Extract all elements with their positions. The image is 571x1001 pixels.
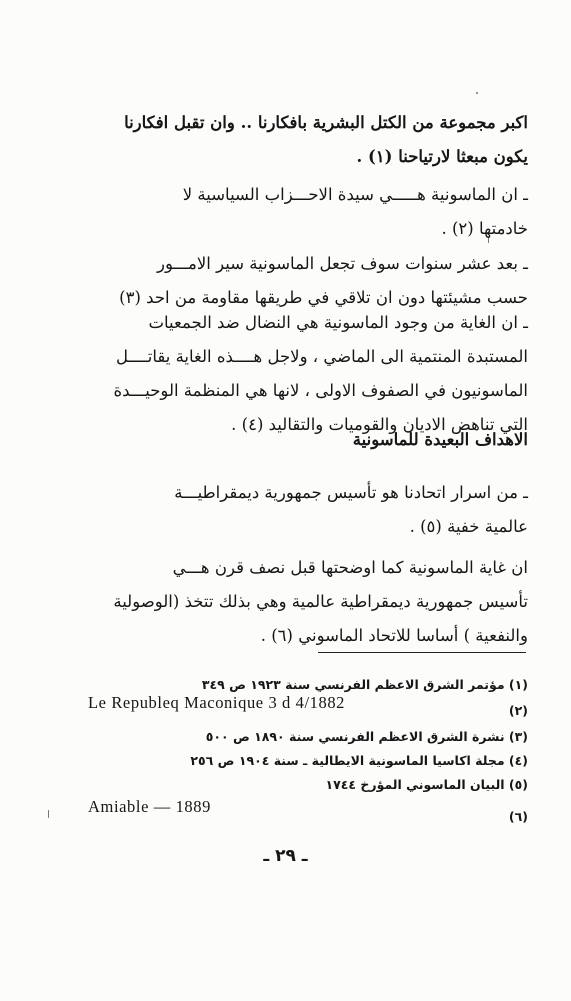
footnote-5 — [88, 776, 528, 794]
footnote-text: نشرة الشرق الاعظم الفرنسي سنة ١٨٩٠ ص ٥٠٠ — [205, 729, 505, 744]
footnote-1 — [88, 676, 528, 694]
footnote-2 — [88, 694, 528, 718]
section-heading: الاهداف البعيدة للماسونية — [352, 430, 528, 449]
paragraph-3 — [88, 247, 528, 315]
footnote-number: (٤) — [508, 753, 528, 768]
footnote-3 — [88, 728, 528, 746]
paragraph-line: حسب مشيئتها دون ان تلاقي في طريقها مقاومة من احد (٣) — [119, 288, 528, 307]
footnote-text: مجلة اكاسيا الماسونية الايطالية ـ سنة ١٩٠٤ ص ٢٥٦ — [190, 753, 505, 768]
scan-speck — [476, 92, 478, 94]
footnote-text: Le Republeq Maconique 3 d 4/1882 — [88, 693, 346, 712]
footnote-6 — [88, 798, 528, 822]
paragraph-4 — [88, 306, 528, 442]
footnote-number: (١) — [508, 677, 528, 692]
footnote-number: (٦) — [508, 809, 528, 824]
footnote-number: (٢) — [508, 703, 528, 718]
paragraph-line: التي تناهض الاديان والقوميات والتقاليد (٤) . — [231, 415, 528, 434]
paragraph-line: ـ ان الغاية من وجود الماسونية هي النضال ضد الجمعيات — [148, 313, 528, 332]
paragraph-line: الماسونيون في الصفوف الاولى ، لانها هي المنظمة الوحيـــدة — [113, 381, 528, 400]
footnote-divider — [318, 652, 526, 653]
paragraph-line: ـ بعد عشر سنوات سوف تجعل الماسونية سير الامـــور — [157, 254, 528, 273]
paragraph-line: عالمية خفية (٥) . — [409, 517, 528, 536]
page-number: ـ ٢٩ ـ — [263, 846, 308, 866]
footnote-number: (٥) — [508, 777, 528, 792]
paragraph-line: تأسيس جمهورية ديمقراطية عالمية وهي بذلك تتخذ (الوصولية — [113, 592, 528, 611]
scan-speck — [48, 810, 49, 818]
paragraph-1 — [88, 106, 528, 174]
paragraph-line: اكبر مجموعة من الكتل البشرية بافكارنا ‎..‎ وان تقبل افكارنا — [124, 113, 528, 132]
paragraph-line: يكون مبعثا لارتياحنا (١) . — [356, 147, 528, 166]
footnote-4 — [88, 752, 528, 770]
paragraph-5 — [88, 476, 528, 544]
paragraph-line: ان غاية الماسونية كما اوضحتها قبل نصف قرن هـــي — [172, 558, 528, 577]
paragraph-line: ـ من اسرار اتحادنا هو تأسيس جمهورية ديمقراطيـــة — [174, 483, 528, 502]
paragraph-line: ـ ان الماسونية هـــــي سيدة الاحـــزاب السياسية لا — [182, 185, 528, 204]
footnote-text: مؤتمر الشرق الاعظم الفرنسي سنة ١٩٢٣ ص ٣٤٩ — [201, 677, 505, 692]
footnote-text: Amiable — 1889 — [88, 797, 211, 816]
paragraph-6 — [88, 551, 528, 653]
paragraph-line: خادمتها (٢) . — [441, 219, 528, 238]
paragraph-line: المستبدة المنتمية الى الماضي ، ولاجل هــــذه الغاية يقاتــــل — [115, 347, 528, 366]
footnote-number: (٣) — [508, 729, 528, 744]
paragraph-2 — [88, 178, 528, 246]
paragraph-line: والنفعية ) أساسا للاتحاد الماسوني (٦) . — [260, 626, 528, 645]
footnote-text: البيان الماسوني المؤرخ ١٧٤٤ — [325, 777, 505, 792]
